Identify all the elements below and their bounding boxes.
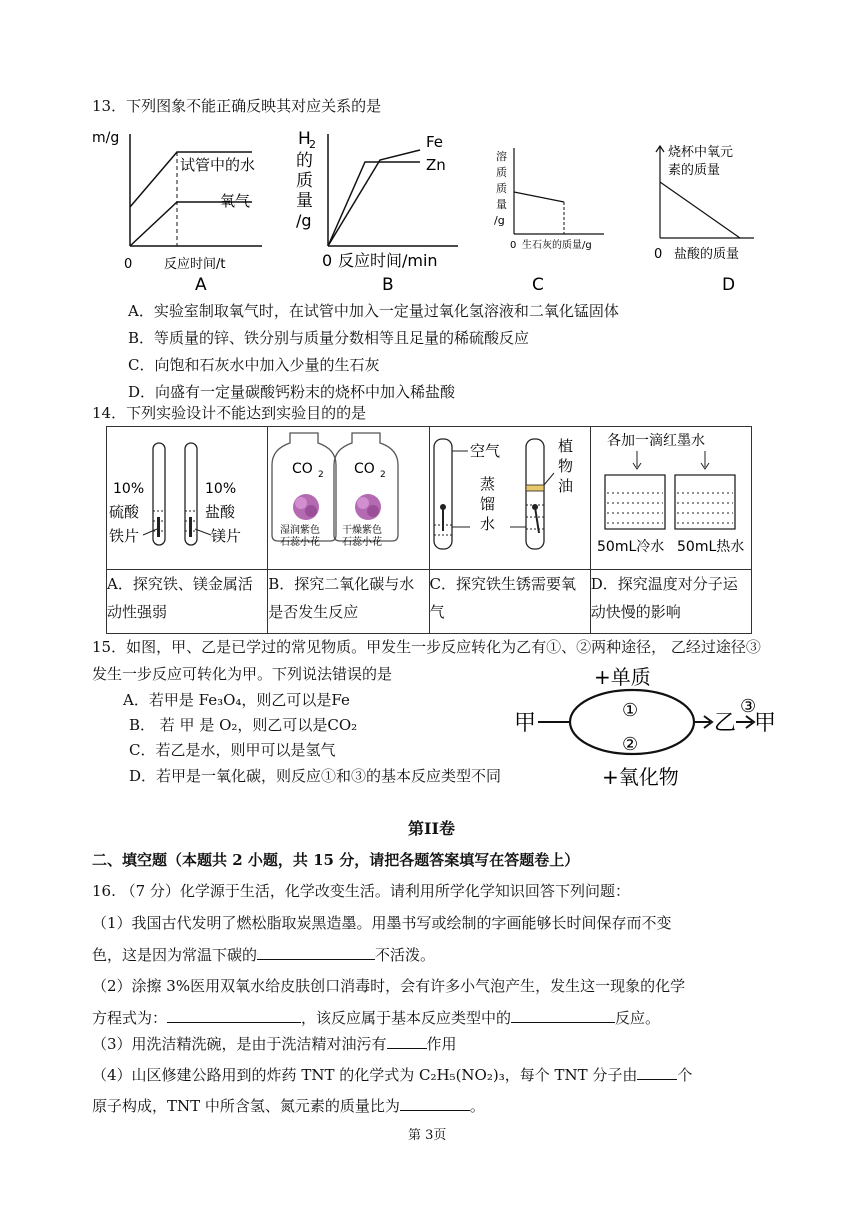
cell-a-right-conc: 10% [205,481,237,497]
q14-table [106,426,752,634]
graph-c-xlabel: 生石灰的质量/g [522,240,592,251]
graph-b-letter: B [382,275,394,294]
q16-p1b-pre: 色，这是因为常温下碳的 [92,946,258,964]
graph-a-xlabel: 反应时间/t [164,257,226,272]
graph-b-origin: 0 [322,251,333,270]
cell-c-oil0: 植 [557,437,573,455]
q14-caption-d: D．探究温度对分子运动快慢的影响 [590,570,751,634]
q14-caption-c: C．探究铁生锈需要氧气 [429,570,590,634]
cell-c-oil2: 油 [557,477,573,495]
diagram-yi: 乙 [714,711,737,736]
diagram-r2: ② [622,734,639,755]
q15-stem-2: 发生一步反应可转化为甲。下列说法错误的是 [92,665,393,683]
graph-b-xlabel: 反应时间/min [338,251,438,270]
graph-b-y2: 的 [296,151,313,171]
cell-d-hot: 50mL热水 [676,539,745,555]
diagram-r1: ① [622,700,639,721]
q16-p2b-mid: ，该反应属于基本反应类型中的 [301,1009,512,1027]
graph-c-y4: /g [494,214,505,227]
diagram-jia2: 甲 [754,711,777,736]
q16-p2b [92,1007,660,1028]
graph-b-zn-line [328,162,420,246]
q13-option-a: A．实验室制取氧气时，在试管中加入一定量过氧化氢溶液和二氧化锰固体 [128,302,619,320]
q16-p3-post: 作用 [426,1035,457,1053]
cell-b-label2b: 石蕊小花 [342,537,383,548]
q13-stem: 13．下列图象不能正确反映其对应关系的是 [92,97,382,115]
graph-b-y3: 质 [296,171,313,191]
graph-c-y2: 质 [496,182,507,195]
cell-c-water2: 水 [479,515,495,533]
q14-cell-a [107,427,268,570]
q15-option-c: C．若乙是水，则甲可以是氢气 [129,741,336,759]
q16-p3 [92,1033,457,1054]
q14-cell-d [590,427,751,570]
cell-c-air: 空气 [469,442,500,460]
graph-d [646,142,766,294]
graph-c-origin: 0 [510,240,517,251]
graph-b-curve1: Fe [426,133,444,151]
q16-p3-pre: （3）用洗洁精洗碗，是由于洗洁精对油污有 [92,1035,387,1053]
q14-cell-c [429,427,590,570]
blank-6[interactable] [400,1095,470,1111]
graph-b-curve2: Zn [426,156,446,174]
graph-a-curve2: 氧气 [220,192,251,210]
cell-c-water1: 馏 [479,495,495,513]
cell-a-right-acid: 盐酸 [205,503,236,521]
q13-option-b: B．等质量的锌、铁分别与质量分数相等且足量的稀硫酸反应 [128,329,530,347]
q15-stem-1: 15．如图，甲、乙是已学过的常见物质。甲发生一步反应转化为乙有①、②两种途径， 乙经过途径③ [92,638,761,656]
q16-p2b-pre: 方程式为： [92,1009,168,1027]
graph-b-y4: 量 [296,191,313,211]
graph-d-line [660,182,740,238]
cell-b-label1a: 湿润紫色 [280,525,321,536]
graph-b-y1: 2 [309,138,316,151]
blank-4[interactable] [387,1033,427,1049]
q16-p1a: （1）我国古代发明了燃松脂取炭黑造墨。用墨书写或绘制的字画能够长时间保存而不变 [92,914,672,932]
blank-3[interactable] [511,1007,615,1023]
page-number: 第 3页 [408,1128,447,1143]
cell-b-label1b: 石蕊小花 [280,537,321,548]
graph-c-y1: 质 [496,166,507,179]
cell-b-gas2-sub: 2 [380,470,386,480]
cell-b-label2a: 干燥紫色 [342,525,383,536]
co2-bottles-figure [268,427,410,565]
q16-p2a: （2）涂擦 3%医用双氧水给皮肤创口消毒时，会有许多小气泡产生，发生这一现象的化学 [92,977,686,995]
graph-d-letter: D [722,275,736,294]
q16-p4b-pre: 原子构成，TNT 中所含氢、氮元素的质量比为 [92,1097,400,1115]
graph-c [494,140,624,294]
diagram-r3: ③ [740,696,757,717]
graph-b [290,122,470,294]
graph-a-letter: A [195,275,207,294]
blank-2[interactable] [167,1007,301,1023]
section-part2: 二、填空题（本题共 2 小题，共 15 分，请把各题答案填写在答题卷上） [92,851,580,869]
cell-b-gas1-sub: 2 [318,470,324,480]
q16-p4b [92,1095,485,1116]
cell-b-gas2: CO [354,461,376,477]
q16-p4a [92,1064,692,1085]
q15-option-a: A．若甲是 Fe₃O₄，则乙可以是Fe [123,691,350,709]
q15-option-d: D．若甲是一氧化碳，则反应①和③的基本反应类型不同 [129,767,502,785]
graph-a-origin: 0 [124,257,133,272]
q15-diagram [510,662,780,792]
q16-p4a-post: 个 [677,1066,693,1084]
graph-c-y3: 量 [496,198,507,211]
beakers-figure [591,427,763,565]
graph-a-curve1: 试管中的水 [180,156,256,174]
cell-c-water0: 蒸 [479,475,495,493]
q16-p4a-pre: （4）山区修建公路用到的炸药 TNT 的化学式为 C₂H₅(NO₂)₃，每个 TNT 分子由 [92,1066,638,1084]
graph-a-ylabel: m/g [92,130,120,146]
graph-d-xlabel: 盐酸的质量 [674,247,740,262]
graph-b-y0: H [298,129,311,149]
q16-p1b [92,944,435,965]
q14-stem: 14．下列实验设计不能达到实验目的的是 [92,404,367,422]
graph-d-origin: 0 [654,247,663,262]
cell-a-left-acid: 硫酸 [109,503,140,521]
cell-d-top: 各加一滴红墨水 [606,433,705,449]
graph-b-y5: /g [296,211,312,230]
diagram-jia: 甲 [514,711,537,736]
q15-option-b: B． 若 甲 是 O₂，则乙可以是CO₂ [129,716,358,734]
q16-stem: 16. （7 分）化学源于生活，化学改变生活。请利用所学化学知识回答下列问题： [92,882,630,900]
cell-a-left-conc: 10% [113,481,145,497]
graph-d-ylabel1: 烧杯中氧元 [668,145,734,160]
graph-c-y0: 溶 [496,150,507,163]
graph-c-letter: C [532,275,544,294]
cell-d-cold: 50mL冷水 [596,539,665,555]
cell-c-oil1: 物 [557,457,573,475]
blank-1[interactable] [257,944,375,960]
test-tubes-figure [107,427,257,565]
q16-p4b-post: 。 [469,1097,485,1115]
q14-cell-b [268,427,429,570]
diagram-top: +单质 [594,665,651,689]
q14-caption-b: B．探究二氧化碳与水是否发生反应 [268,570,429,634]
graph-b-fe-line [328,150,420,246]
q13-option-d: D．向盛有一定量碳酸钙粉末的烧杯中加入稀盐酸 [128,383,456,401]
cell-a-left-metal: 铁片 [109,527,140,545]
q16-p1b-post: 不活泼。 [375,946,436,964]
section-title: 第II卷 [408,819,455,838]
cell-a-right-metal: 镁片 [211,527,242,545]
graph-d-ylabel2: 素的质量 [668,163,721,178]
diagram-bottom: +氧化物 [602,765,679,789]
blank-5[interactable] [637,1064,677,1080]
q13-option-c: C．向饱和石灰水中加入少量的生石灰 [128,356,380,374]
graph-c-line [514,192,564,202]
q16-p2b-post: 反应。 [615,1009,661,1027]
rust-tubes-figure [430,427,606,565]
cell-b-gas1: CO [292,461,314,477]
graph-a [92,122,272,294]
q14-caption-a: A．探究铁、镁金属活动性强弱 [107,570,268,634]
